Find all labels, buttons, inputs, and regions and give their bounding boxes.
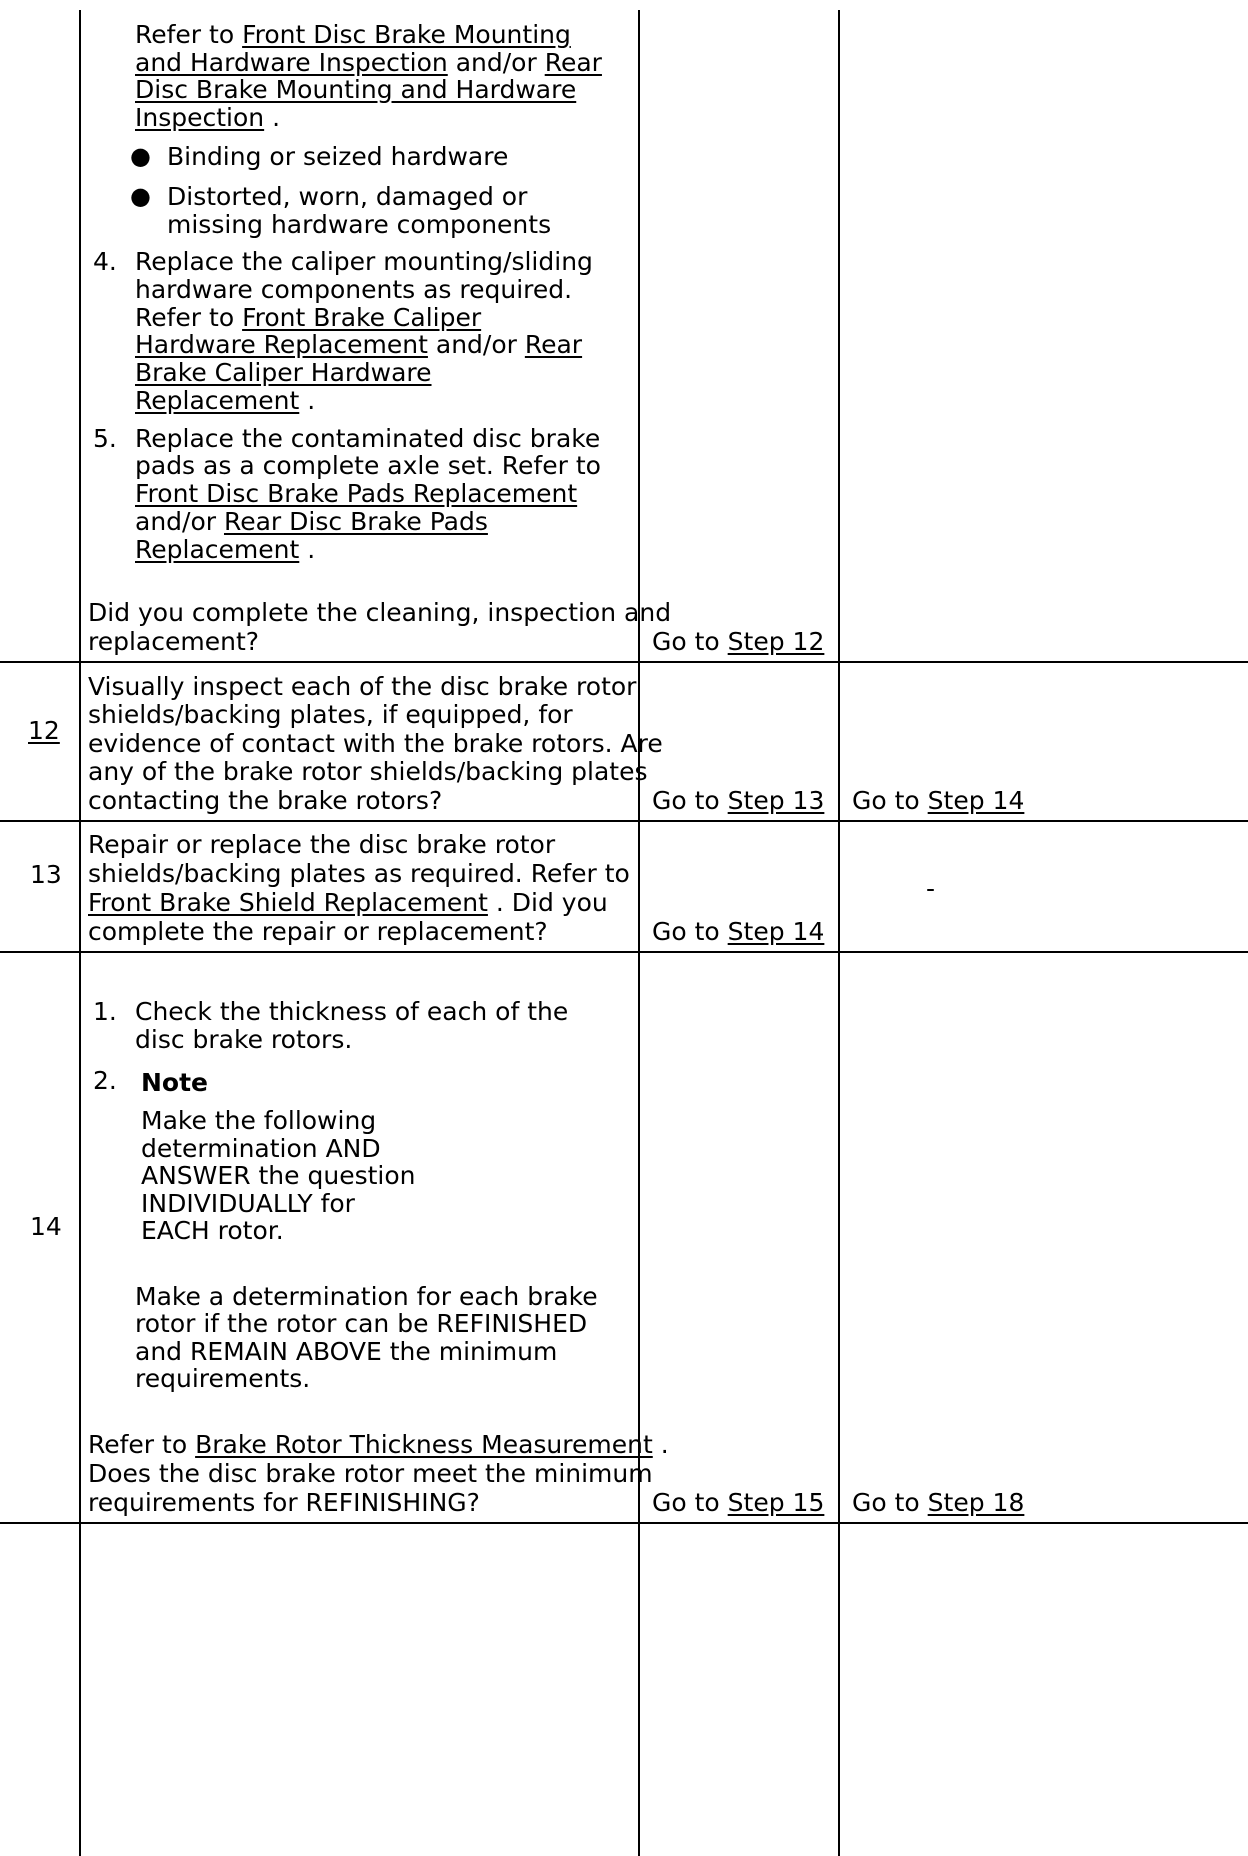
list-item: Binding or seized hardware — [167, 142, 509, 171]
link-rear-disc-brake-mounting-inspection[interactable]: Inspection — [135, 103, 265, 132]
list-number: 4. — [93, 247, 117, 276]
row-divider — [0, 1522, 1248, 1524]
link-rear-brake-caliper-hardware-replacement[interactable]: Replacement — [135, 386, 300, 415]
action-text: and Hardware Inspection and/or Rear — [135, 48, 602, 77]
row-divider — [0, 661, 1248, 663]
step-number: 14 — [30, 1212, 62, 1241]
note-text: Make the following — [141, 1106, 377, 1135]
link-front-disc-brake-mounting-inspection[interactable]: and Hardware Inspection — [135, 48, 448, 77]
action-text: Refer to Brake Rotor Thickness Measurement . — [88, 1430, 669, 1459]
no-result: - — [926, 874, 936, 903]
note-text: EACH rotor. — [141, 1216, 284, 1245]
action-text: Hardware Replacement and/or Rear — [135, 330, 583, 359]
action-text: Refer to Front Disc Brake Mounting — [135, 20, 571, 49]
link-front-disc-brake-mounting-inspection[interactable]: Front Disc Brake Mounting — [242, 20, 571, 49]
action-text: and/or Rear Disc Brake Pads — [135, 507, 488, 536]
action-text: contacting the brake rotors? — [88, 786, 443, 815]
column-divider-step — [79, 10, 81, 1856]
yes-result: Go to Step 15 — [652, 1488, 825, 1517]
link-rear-brake-caliper-hardware-replacement[interactable]: Rear — [524, 330, 583, 359]
row-divider — [0, 820, 1248, 822]
link-rear-disc-brake-mounting-inspection[interactable]: Rear — [544, 48, 602, 77]
link-go-to-step-18[interactable]: Step 18 — [927, 1488, 1025, 1517]
action-text: Repair or replace the disc brake rotor — [88, 830, 556, 859]
action-text: Replace the caliper mounting/sliding — [135, 247, 593, 276]
question-text: Does the disc brake rotor meet the minimum — [88, 1459, 653, 1488]
link-front-disc-brake-pads-replacement[interactable]: Front Disc Brake Pads Replacement — [135, 479, 578, 508]
list-item: Distorted, worn, damaged or — [167, 182, 528, 211]
yes-result: Go to Step 12 — [652, 627, 825, 656]
step-number-link[interactable]: 12 — [28, 716, 60, 745]
bullet-icon: ● — [130, 142, 151, 170]
question-text: Did you complete the cleaning, inspection and — [88, 598, 672, 627]
action-text: Make a determination for each brake — [135, 1282, 598, 1311]
row-divider — [0, 951, 1248, 953]
link-go-to-step-13[interactable]: Step 13 — [727, 786, 825, 815]
yes-result: Go to Step 13 — [652, 786, 825, 815]
note-label: Note — [141, 1068, 209, 1097]
no-result: Go to Step 18 — [852, 1488, 1025, 1517]
action-text: Replacement . — [135, 535, 316, 564]
link-go-to-step-12[interactable]: Step 12 — [727, 627, 825, 656]
action-text: pads as a complete axle set. Refer to — [135, 451, 601, 480]
link-brake-rotor-thickness-measurement[interactable]: Brake Rotor Thickness Measurement — [195, 1430, 653, 1459]
column-divider-action — [638, 10, 640, 1856]
bullet-icon: ● — [130, 182, 151, 210]
action-text: Front Brake Shield Replacement . Did you — [88, 888, 608, 917]
link-front-brake-caliper-hardware-replacement[interactable]: Hardware Replacement — [135, 330, 428, 359]
question-text: replacement? — [88, 627, 260, 656]
yes-result: Go to Step 14 — [652, 917, 825, 946]
list-number: 2. — [93, 1066, 117, 1095]
list-item: missing hardware components — [167, 210, 552, 239]
list-number: 5. — [93, 424, 117, 453]
link-rear-disc-brake-pads-replacement[interactable]: Replacement — [135, 535, 300, 564]
link-rear-brake-caliper-hardware-replacement[interactable]: Brake Caliper Hardware — [135, 358, 432, 387]
no-result: Go to Step 14 — [852, 786, 1025, 815]
action-text: hardware components as required. — [135, 275, 573, 304]
link-front-brake-caliper-hardware-replacement[interactable]: Front Brake Caliper — [242, 303, 482, 332]
question-text: requirements for REFINISHING? — [88, 1488, 480, 1517]
link-rear-disc-brake-pads-replacement[interactable]: Rear Disc Brake Pads — [223, 507, 488, 536]
action-text: evidence of contact with the brake rotors. Are — [88, 729, 663, 758]
link-go-to-step-14[interactable]: Step 14 — [727, 917, 825, 946]
note-text: determination AND — [141, 1134, 381, 1163]
action-text: rotor if the rotor can be REFINISHED — [135, 1309, 588, 1338]
action-text: complete the repair or replacement? — [88, 917, 548, 946]
action-text: shields/backing plates as required. Refer to — [88, 859, 630, 888]
action-text: any of the brake rotor shields/backing plates — [88, 757, 648, 786]
action-text: Check the thickness of each of the — [135, 997, 569, 1026]
action-text: disc brake rotors. — [135, 1025, 353, 1054]
action-text: and REMAIN ABOVE the minimum — [135, 1337, 558, 1366]
action-text: Replacement . — [135, 386, 316, 415]
action-text: Visually inspect each of the disc brake rotor — [88, 672, 637, 701]
action-text: Refer to Front Brake Caliper — [135, 303, 482, 332]
note-text: ANSWER the question — [141, 1161, 416, 1190]
list-number: 1. — [93, 997, 117, 1026]
step-number: 13 — [30, 860, 62, 889]
link-go-to-step-14[interactable]: Step 14 — [927, 786, 1025, 815]
action-text: Replace the contaminated disc brake — [135, 424, 601, 453]
note-text: INDIVIDUALLY for — [141, 1189, 355, 1218]
link-go-to-step-15[interactable]: Step 15 — [727, 1488, 825, 1517]
link-front-brake-shield-replacement[interactable]: Front Brake Shield Replacement — [88, 888, 488, 917]
action-text: Inspection . — [135, 103, 281, 132]
link-rear-disc-brake-mounting-inspection[interactable]: Disc Brake Mounting and Hardware — [135, 75, 577, 104]
column-divider-yes — [838, 10, 840, 1856]
action-text: shields/backing plates, if equipped, for — [88, 700, 573, 729]
action-text: requirements. — [135, 1364, 311, 1393]
